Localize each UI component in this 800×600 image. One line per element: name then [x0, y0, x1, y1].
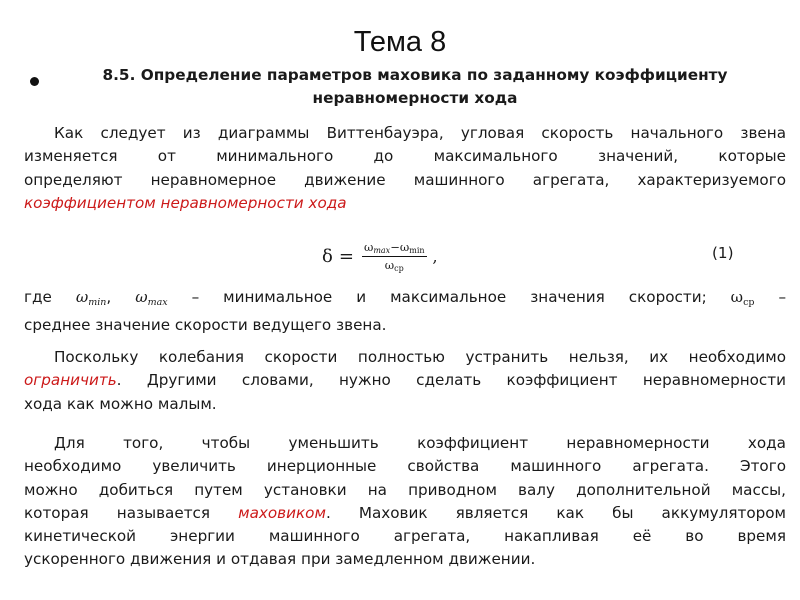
paragraph-3-line-3: хода как можно малым.	[24, 394, 217, 413]
paragraph-2	[24, 286, 786, 338]
paragraph-4	[24, 432, 786, 572]
section-heading-line2: неравномерности хода	[312, 89, 518, 107]
symbol-omega-min: $\omega_{min}$	[75, 288, 107, 308]
formula-equals: =	[338, 245, 354, 267]
formula-numerator: ωmax−ωmin	[363, 239, 425, 255]
paragraph-4-line-2: необходимо увеличить инерционные свойства машинного агрегата. Этого	[24, 457, 786, 476]
paragraph-4-line-1: Для того, чтобы уменьшить коэффициент неравномерности хода	[54, 434, 786, 452]
paragraph-4-line-6: ускоренного движения и отдавая при замедленном движении.	[24, 550, 536, 569]
symbol-omega-max: $\omega_{max}$	[135, 288, 168, 308]
term-limit: ограничить	[24, 371, 117, 390]
paragraph-3-line-2: ограничить. Другими словами, нужно сделать коэффициент неравномерности	[24, 371, 786, 390]
paragraph-3-line-1: Поскольку колебания скорости полностью устранить нельзя, их необходимо	[54, 348, 786, 366]
paragraph-4-line-3: можно добиться путем установки на приводном валу дополнительной массы,	[24, 480, 786, 499]
section-heading	[55, 64, 775, 110]
paragraph-1-line-1: Как следует из диаграммы Виттенбауэра, угловая скорость начального звена	[54, 124, 786, 142]
paragraph-4-line-4: которая называется маховиком. Маховик является как бы аккумулятором	[24, 503, 787, 522]
paragraph-4-line-5: кинетической энергии машинного агрегата, накапливая её во время	[24, 527, 786, 546]
term-coefficient-unevenness: коэффициентом неравномерности хода	[24, 193, 347, 212]
paragraph-3	[24, 346, 786, 416]
equation-number: (1)	[712, 244, 734, 262]
section-heading-line1: 8.5. Определение параметров маховика по заданному коэффициенту	[102, 66, 728, 84]
bullet-dot	[30, 77, 39, 86]
paragraph-1-line-3: определяют неравномерное движение машинного агрегата, характеризуемого	[24, 170, 786, 189]
formula-comma: ,	[432, 246, 438, 266]
term-flywheel: маховиком	[238, 503, 326, 522]
formula-denominator: ωср	[384, 257, 404, 273]
formula-delta: δ	[322, 245, 333, 267]
symbol-omega-cp: $\omega_{ср}$	[730, 288, 755, 308]
formula-1	[322, 235, 438, 277]
slide-title: Тема 8	[353, 26, 447, 58]
paragraph-1-line-2: изменяется от минимального до максимального значений, которые	[24, 147, 786, 166]
paragraph-2-line-1: где $\omega_{min}$, $\omega_{max}$ – минимальное и максимальное значения скорости; $\omega_{ср}$ –	[24, 288, 787, 308]
paragraph-2-line-2: среднее значение скорости ведущего звена.	[24, 316, 387, 335]
formula-fraction	[362, 240, 427, 273]
paragraph-1	[24, 122, 786, 215]
